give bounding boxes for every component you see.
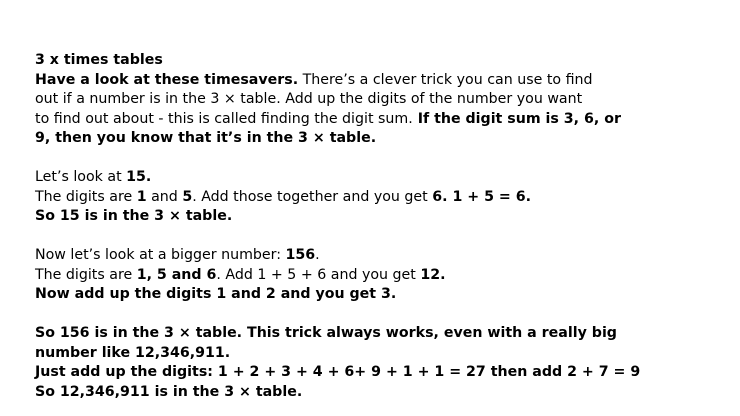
intro-text-2: out if a number is in the 3 × table. Add up the digits of the number you want	[35, 91, 583, 107]
intro-lead: Have a look at these timesavers.	[35, 71, 299, 88]
conclusion-text-3: Just add up the digits: 1 + 2 + 3 + 4 + 6+ 9 + 1 + 1 = 27 then add 2 + 7 = 9	[35, 364, 641, 380]
title-line	[35, 51, 725, 71]
intro-line-4	[35, 129, 725, 149]
intro-line-1	[35, 71, 725, 91]
example2-text-2b: . Add 1 + 5 + 6 and you get	[216, 266, 421, 283]
spacer	[35, 305, 725, 325]
example2-digits: 1, 5 and 6	[136, 266, 217, 283]
example1-text-2a: The digits are	[35, 188, 137, 205]
example1-digit-5: 5	[182, 188, 193, 205]
intro-line-3	[35, 110, 725, 130]
intro-rule-bold: If the digit sum is 3, 6, or	[412, 110, 621, 127]
example2-line-1	[35, 246, 725, 266]
example1-line-2	[35, 188, 725, 208]
spacer	[35, 149, 725, 169]
intro-line-2	[35, 90, 725, 110]
example1-line-1	[35, 168, 725, 188]
example2-text-1-end: .	[315, 247, 320, 263]
conclusion-line-1	[35, 324, 725, 344]
example1-number: 15.	[126, 169, 152, 185]
example2-number: 156	[285, 247, 316, 263]
example1-line-3	[35, 207, 725, 227]
spacer	[35, 227, 725, 247]
example1-text-2c: . Add those together and you get	[192, 188, 433, 205]
example2-line-3	[35, 285, 725, 305]
example2-text-2a: The digits are	[35, 266, 137, 283]
intro-text-1: There’s a clever trick you can use to find	[298, 71, 593, 88]
intro-rule-end: , then you know that it’s in the 3 × table.	[44, 130, 377, 146]
example2-text-1: Now let’s look at a bigger number:	[35, 247, 286, 263]
example1-text-2b: and	[146, 188, 183, 205]
intro-rule-nine: 9	[35, 130, 45, 146]
conclusion-line-4	[35, 383, 725, 403]
example2-second-sum: Now add up the digits 1 and 2 and you get 3.	[35, 286, 397, 302]
example2-line-2	[35, 266, 725, 286]
conclusion-text-4: So 12,346,911 is in the 3 × table.	[35, 383, 303, 400]
example1-text-1: Let’s look at	[35, 169, 127, 185]
conclusion-text-1: So 156 is in the 3 × table. This trick always works, even with a really big	[35, 325, 617, 341]
example1-conclusion: So 15 is in the 3 × table.	[35, 208, 233, 224]
conclusion-line-3	[35, 363, 725, 383]
page-title: 3 x times tables	[35, 52, 163, 68]
example2-sum: 12.	[420, 266, 446, 283]
lesson-text-block	[35, 51, 725, 402]
conclusion-text-2: number like 12,346,911.	[35, 344, 231, 361]
example1-digit-1: 1	[136, 188, 147, 205]
intro-text-3: to find out about - this is called finding the digit sum.	[35, 110, 413, 127]
conclusion-line-2	[35, 344, 725, 364]
example1-sum: 6. 1 + 5 = 6.	[432, 188, 531, 205]
